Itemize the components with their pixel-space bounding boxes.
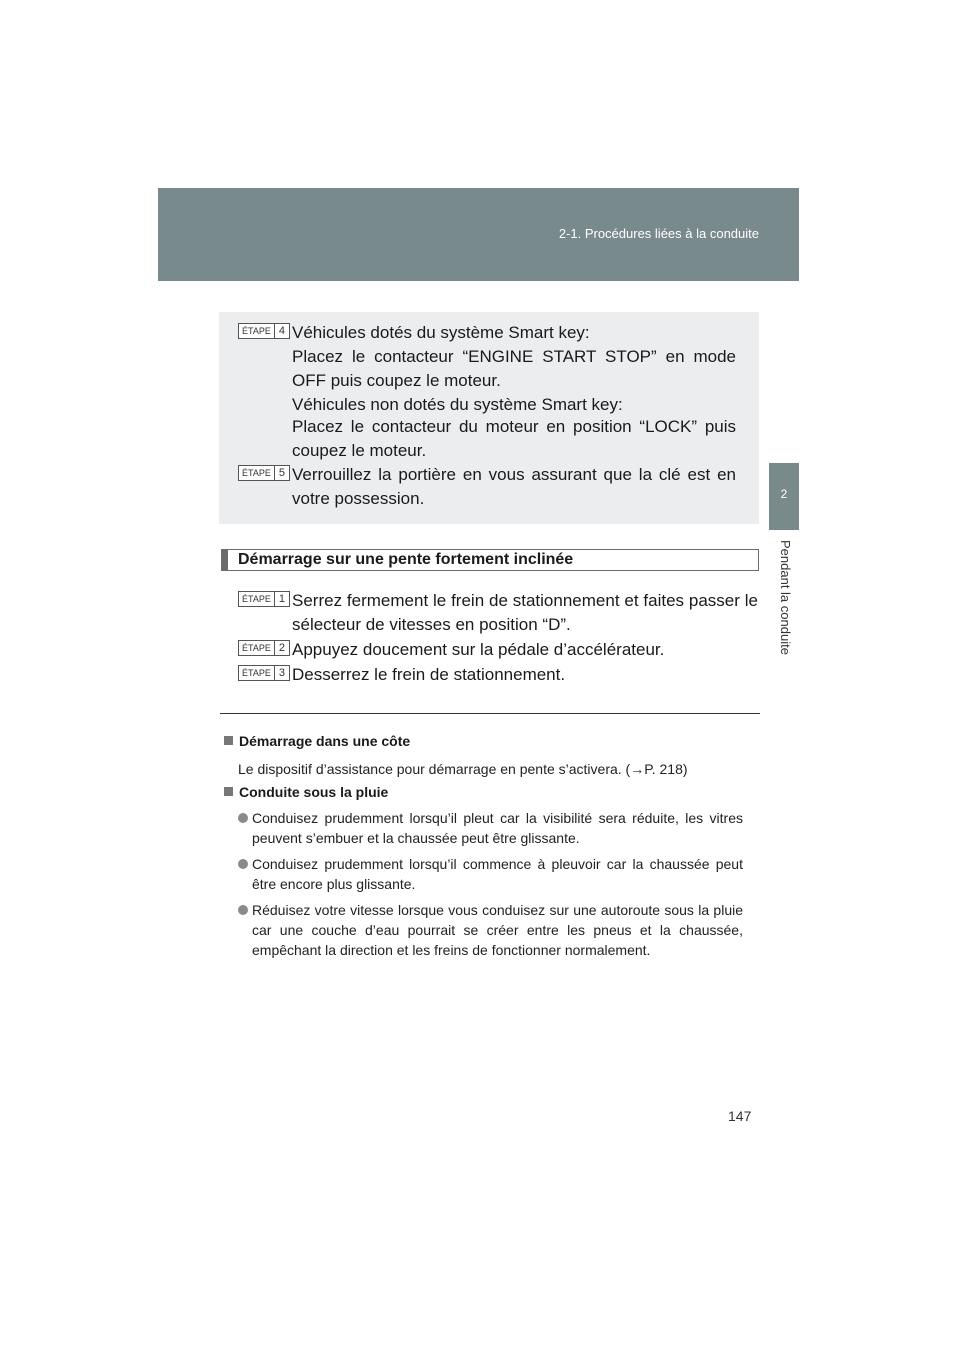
section-heading [221,549,759,571]
rain-bullet-2: Conduisez prudemment lorsqu’il commence à pleuvoir car la chaussée peut être encore plus glissante. [252,856,743,892]
step-2-text: Appuyez doucement sur la pédale d’accélérateur. [292,640,665,659]
step-4-line-2: Placez le contacteur “ENGINE START STOP” en mode OFF puis coupez le moteur. [292,347,736,390]
note-heading-hill-start: Démarrage dans une côte [224,733,410,749]
section-title: Démarrage sur une pente fortement inclinée [238,551,574,568]
note-heading-rain: Conduite sous la pluie [224,784,388,800]
step-badge-5: ÉTAPE 5 [238,465,290,481]
step-4-line-1: Véhicules dotés du système Smart key: [292,323,590,342]
step-4-line-4: Placez le contacteur du moteur en position “LOCK” puis coupez le moteur. [292,417,736,460]
side-tab [769,463,799,530]
side-tab-label: Pendant la conduite [778,540,793,655]
square-bullet-icon [224,787,233,796]
step-5-text: Verrouillez la portière en vous assurant que la clé est en votre possession. [292,465,736,508]
step-badge-2: ÉTAPE 2 [238,640,290,656]
page-number: 147 [728,1108,752,1124]
step-4-line-3: Véhicules non dotés du système Smart key: [292,395,623,414]
chapter-header [158,188,799,281]
step-1-text: Serrez fermement le frein de stationnement et faites passer le sélecteur de vitesses en position “D”. [292,591,758,634]
step-3-text: Desserrez le frein de stationnement. [292,665,566,684]
side-tab-number: 2 [780,487,788,501]
step-badge-4: ÉTAPE 4 [238,323,290,339]
step-badge-1: ÉTAPE 1 [238,591,290,607]
step-badge-3: ÉTAPE 3 [238,665,290,681]
chapter-title: 2-1. Procédures liées à la conduite [558,226,759,241]
square-bullet-icon [224,736,233,745]
round-bullet-icon [238,813,248,823]
note-text-hill-start: Le dispositif d’assistance pour démarrage en pente s’activera. (→P. 218) [238,761,688,777]
rain-bullet-1: Conduisez prudemment lorsqu’il pleut car la visibilité sera réduite, les vitres peuvent s’embuer et la chaussée peut être glissante. [252,810,743,846]
divider [220,713,760,714]
round-bullet-icon [238,859,248,869]
rain-bullet-3: Réduisez votre vitesse lorsque vous conduisez sur une autoroute sous la pluie car une couche d’eau pourrait se créer entre les pneus et la chaussée, empêchant la direction et les freins de fonctionner normalement. [252,902,743,958]
round-bullet-icon [238,905,248,915]
